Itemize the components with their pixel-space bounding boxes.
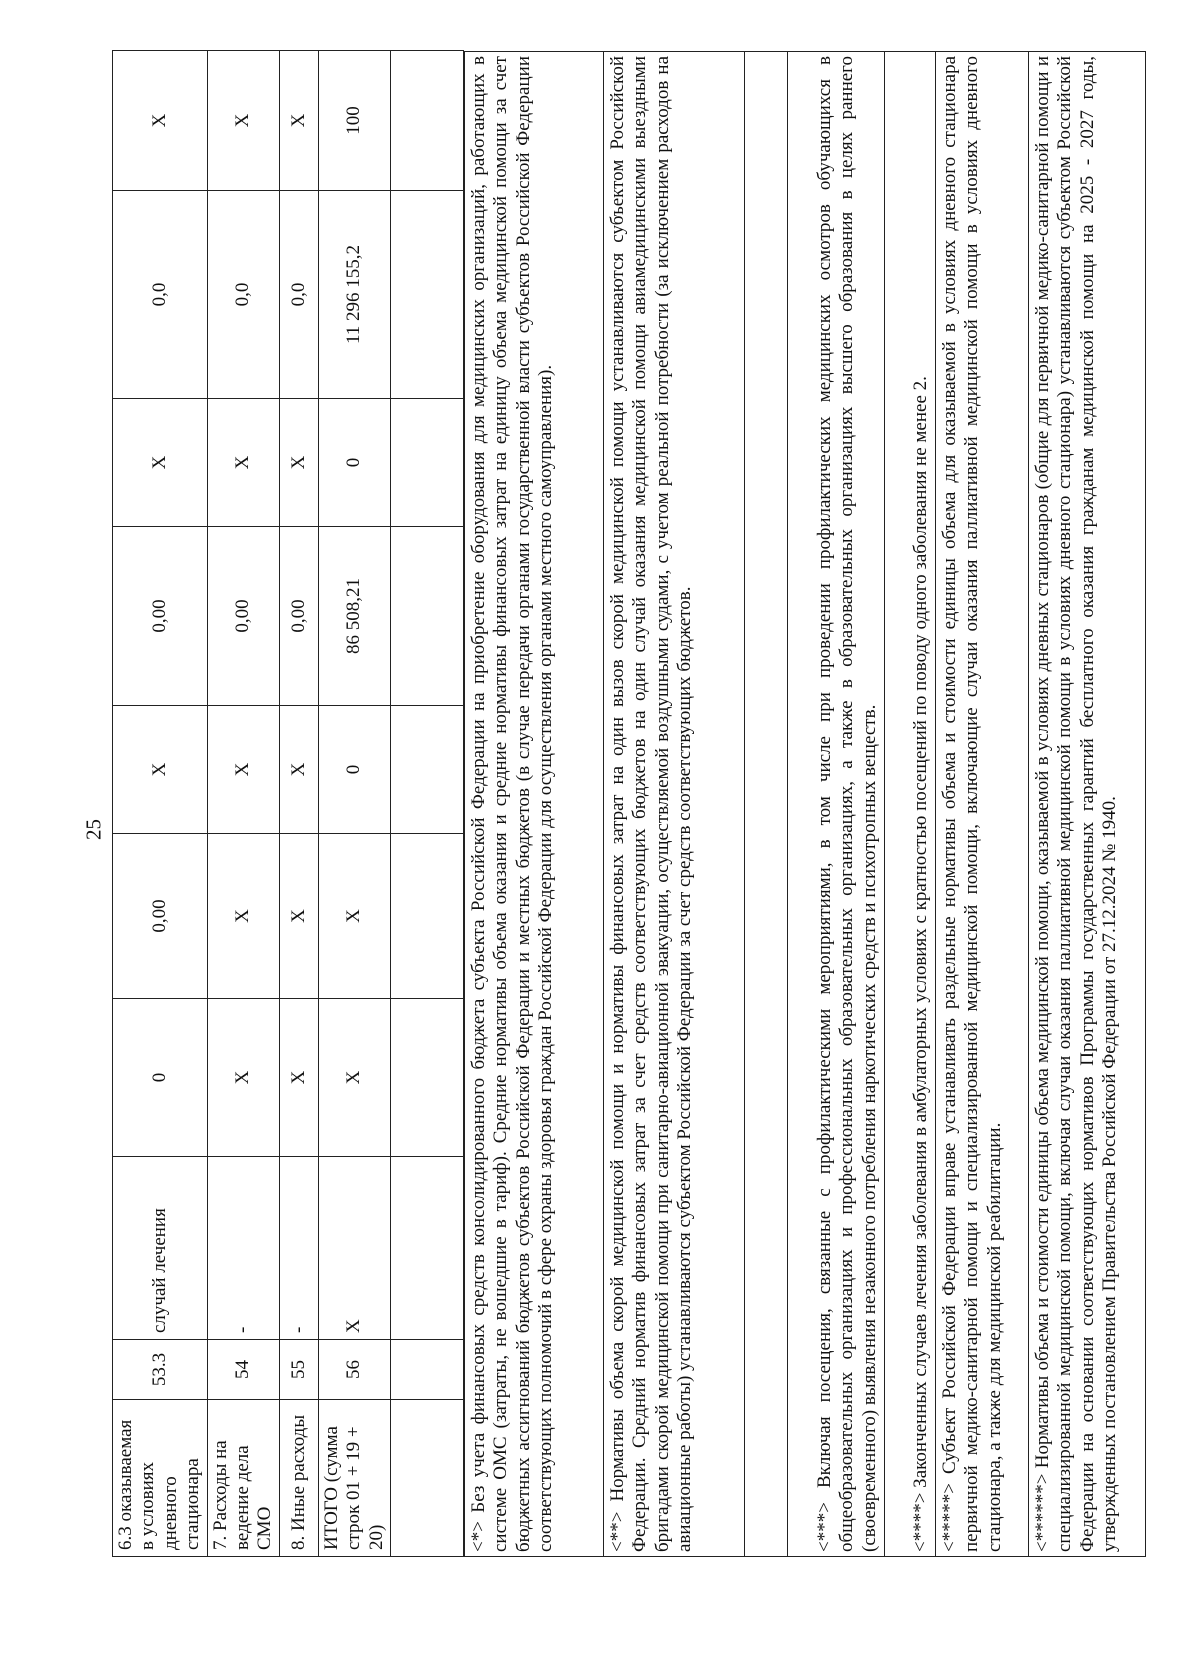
table-row bbox=[279, 51, 318, 1557]
table-cell: X bbox=[318, 1157, 390, 1340]
table-cell: 0,00 bbox=[207, 527, 279, 706]
table-cell: 0,00 bbox=[113, 527, 208, 706]
table-cell: - bbox=[279, 1157, 318, 1340]
table-cell: 0,00 bbox=[113, 834, 208, 999]
table-cell: 11 296 155,2 bbox=[318, 191, 390, 399]
table-cell: X bbox=[207, 51, 279, 191]
footnote: <**> Нормативы объема скорой медицинской помощи и нормативы финансовых затрат на один вызов скорой медицинской помощи устанавливаются субъектом Российской Федерации. Средний норматив финансовых затрат за счет средств соответствующих бюджетов на один случай оказания медицинской помощи авиамедицинскими выездными бригадами скорой медицинской помощи при санитарно-авиационной эвакуации, осуществляемой воздушными судами, с учетом реальной потребности (за исключением расходов на авиационные работы) устанавливаются субъектом Российской Федерации за счет средств соответствующих бюджетов. bbox=[604, 52, 745, 1557]
table-cell: X bbox=[113, 51, 208, 191]
row-name-cell: 6.3 оказываемая в условиях дневного стационара bbox=[113, 1400, 208, 1557]
footnote: <****> Законченных случаев лечения заболевания в амбулаторных условиях с кратностью посещений по поводу одного заболевания не менее 2. bbox=[885, 52, 936, 1557]
table-cell: 0 bbox=[113, 999, 208, 1157]
table-row bbox=[391, 51, 464, 1557]
table-row bbox=[318, 51, 390, 1557]
table-cell bbox=[391, 527, 464, 706]
table-cell: X bbox=[207, 706, 279, 834]
row-name-cell bbox=[391, 1400, 464, 1557]
table-cell: 0,00 bbox=[279, 527, 318, 706]
table-cell bbox=[391, 706, 464, 834]
table-cell: случай лечения bbox=[113, 1157, 208, 1340]
table-cell: X bbox=[207, 999, 279, 1157]
footnotes-table bbox=[464, 51, 1146, 1557]
table-cell: 0,0 bbox=[279, 191, 318, 399]
table-row bbox=[113, 51, 208, 1557]
table-cell: - bbox=[207, 1157, 279, 1340]
table-cell bbox=[391, 191, 464, 399]
table-cell: 0 bbox=[318, 706, 390, 834]
footnote: <*****> Субъект Российской Федерации вправе устанавливать раздельные нормативы объема и стоимости единицы объема для оказываемой в условиях дневного стационара первичной медико-санитарной помощи и специализированной медицинской помощи, включающие случаи оказания паллиативной медицинской помощи в условиях дневного стационара, а также для медицинской реабилитации. bbox=[936, 52, 1029, 1557]
table-cell: 100 bbox=[318, 51, 390, 191]
table-cell: X bbox=[279, 51, 318, 191]
document-sheet bbox=[112, 51, 1121, 1557]
table-row bbox=[207, 51, 279, 1557]
table-cell: X bbox=[318, 999, 390, 1157]
table-cell: 56 bbox=[318, 1340, 390, 1400]
table-cell: 54 bbox=[207, 1340, 279, 1400]
table-cell: X bbox=[279, 834, 318, 999]
table-cell: 0 bbox=[318, 399, 390, 527]
footnote: <***> Включая посещения, связанные с профилактическими мероприятиями, в том числе при проведении профилактических медицинских осмотров обучающихся в общеобразовательных организациях и профессиональных образовательных организациях, а также в образовательных организациях высшего образования в целях раннего (своевременного) выявления незаконного потребления наркотических средств и психотропных веществ. bbox=[788, 52, 885, 1557]
table-cell bbox=[391, 1157, 464, 1340]
table-cell: 0,0 bbox=[113, 191, 208, 399]
table-cell bbox=[391, 51, 464, 191]
table-cell: X bbox=[113, 706, 208, 834]
data-table bbox=[112, 50, 464, 1557]
table-cell bbox=[391, 1340, 464, 1400]
table-cell: 86 508,21 bbox=[318, 527, 390, 706]
row-name-cell: 7. Расходы на ведение дела СМО bbox=[207, 1400, 279, 1557]
table-cell: X bbox=[279, 706, 318, 834]
table-cell: X bbox=[279, 399, 318, 527]
table-cell: X bbox=[207, 834, 279, 999]
footnote: <*> Без учета финансовых средств консолидированного бюджета субъекта Российской Федерации на приобретение оборудования для медицинских организаций, работающих в системе ОМС (затраты, не вошедшие в тариф). Средние нормативы объема оказания и средние нормативы финансовых затрат на единицу объема медицинской помощи за счет бюджетных ассигнований бюджетов субъектов Российской Федерации и местных бюджетов (в случае передачи органами государственной власти субъектов Российской Федерации соответствующих полномочий в сфере охраны здоровья граждан Российской Федерации для осуществления органами местного самоуправления). bbox=[465, 52, 604, 1557]
row-name-cell: 8. Иные расходы bbox=[279, 1400, 318, 1557]
table-cell bbox=[391, 999, 464, 1157]
table-cell: 55 bbox=[279, 1340, 318, 1400]
table-cell bbox=[391, 399, 464, 527]
table-cell: X bbox=[279, 999, 318, 1157]
blank-note-row bbox=[745, 52, 788, 1557]
table-cell: X bbox=[318, 834, 390, 999]
table-cell: X bbox=[113, 399, 208, 527]
table-cell: X bbox=[207, 399, 279, 527]
table-cell bbox=[391, 834, 464, 999]
table-cell: 0,0 bbox=[207, 191, 279, 399]
table-cell: 53.3 bbox=[113, 1340, 208, 1400]
row-name-cell: ИТОГО (сумма строк 01 + 19 + 20) bbox=[318, 1400, 390, 1557]
footnote: <******> Нормативы объема и стоимости единицы объема медицинской помощи, оказываемой в условиях дневных стационаров (общие для первичной медико-санитарной помощи и специализированной медицинской помощи, включая случаи оказания паллиативной медицинской помощи в условиях дневного стационара) устанавливаются субъектом Российской Федерации на основании соответствующих нормативов Программы государственных гарантий бесплатного оказания гражданам медицинской помощи на 2025 - 2027 годы, утвержденных постановлением Правительства Российской Федерации от 27.12.2024 № 1940. bbox=[1029, 52, 1146, 1557]
page-number: 25 bbox=[81, 819, 106, 840]
